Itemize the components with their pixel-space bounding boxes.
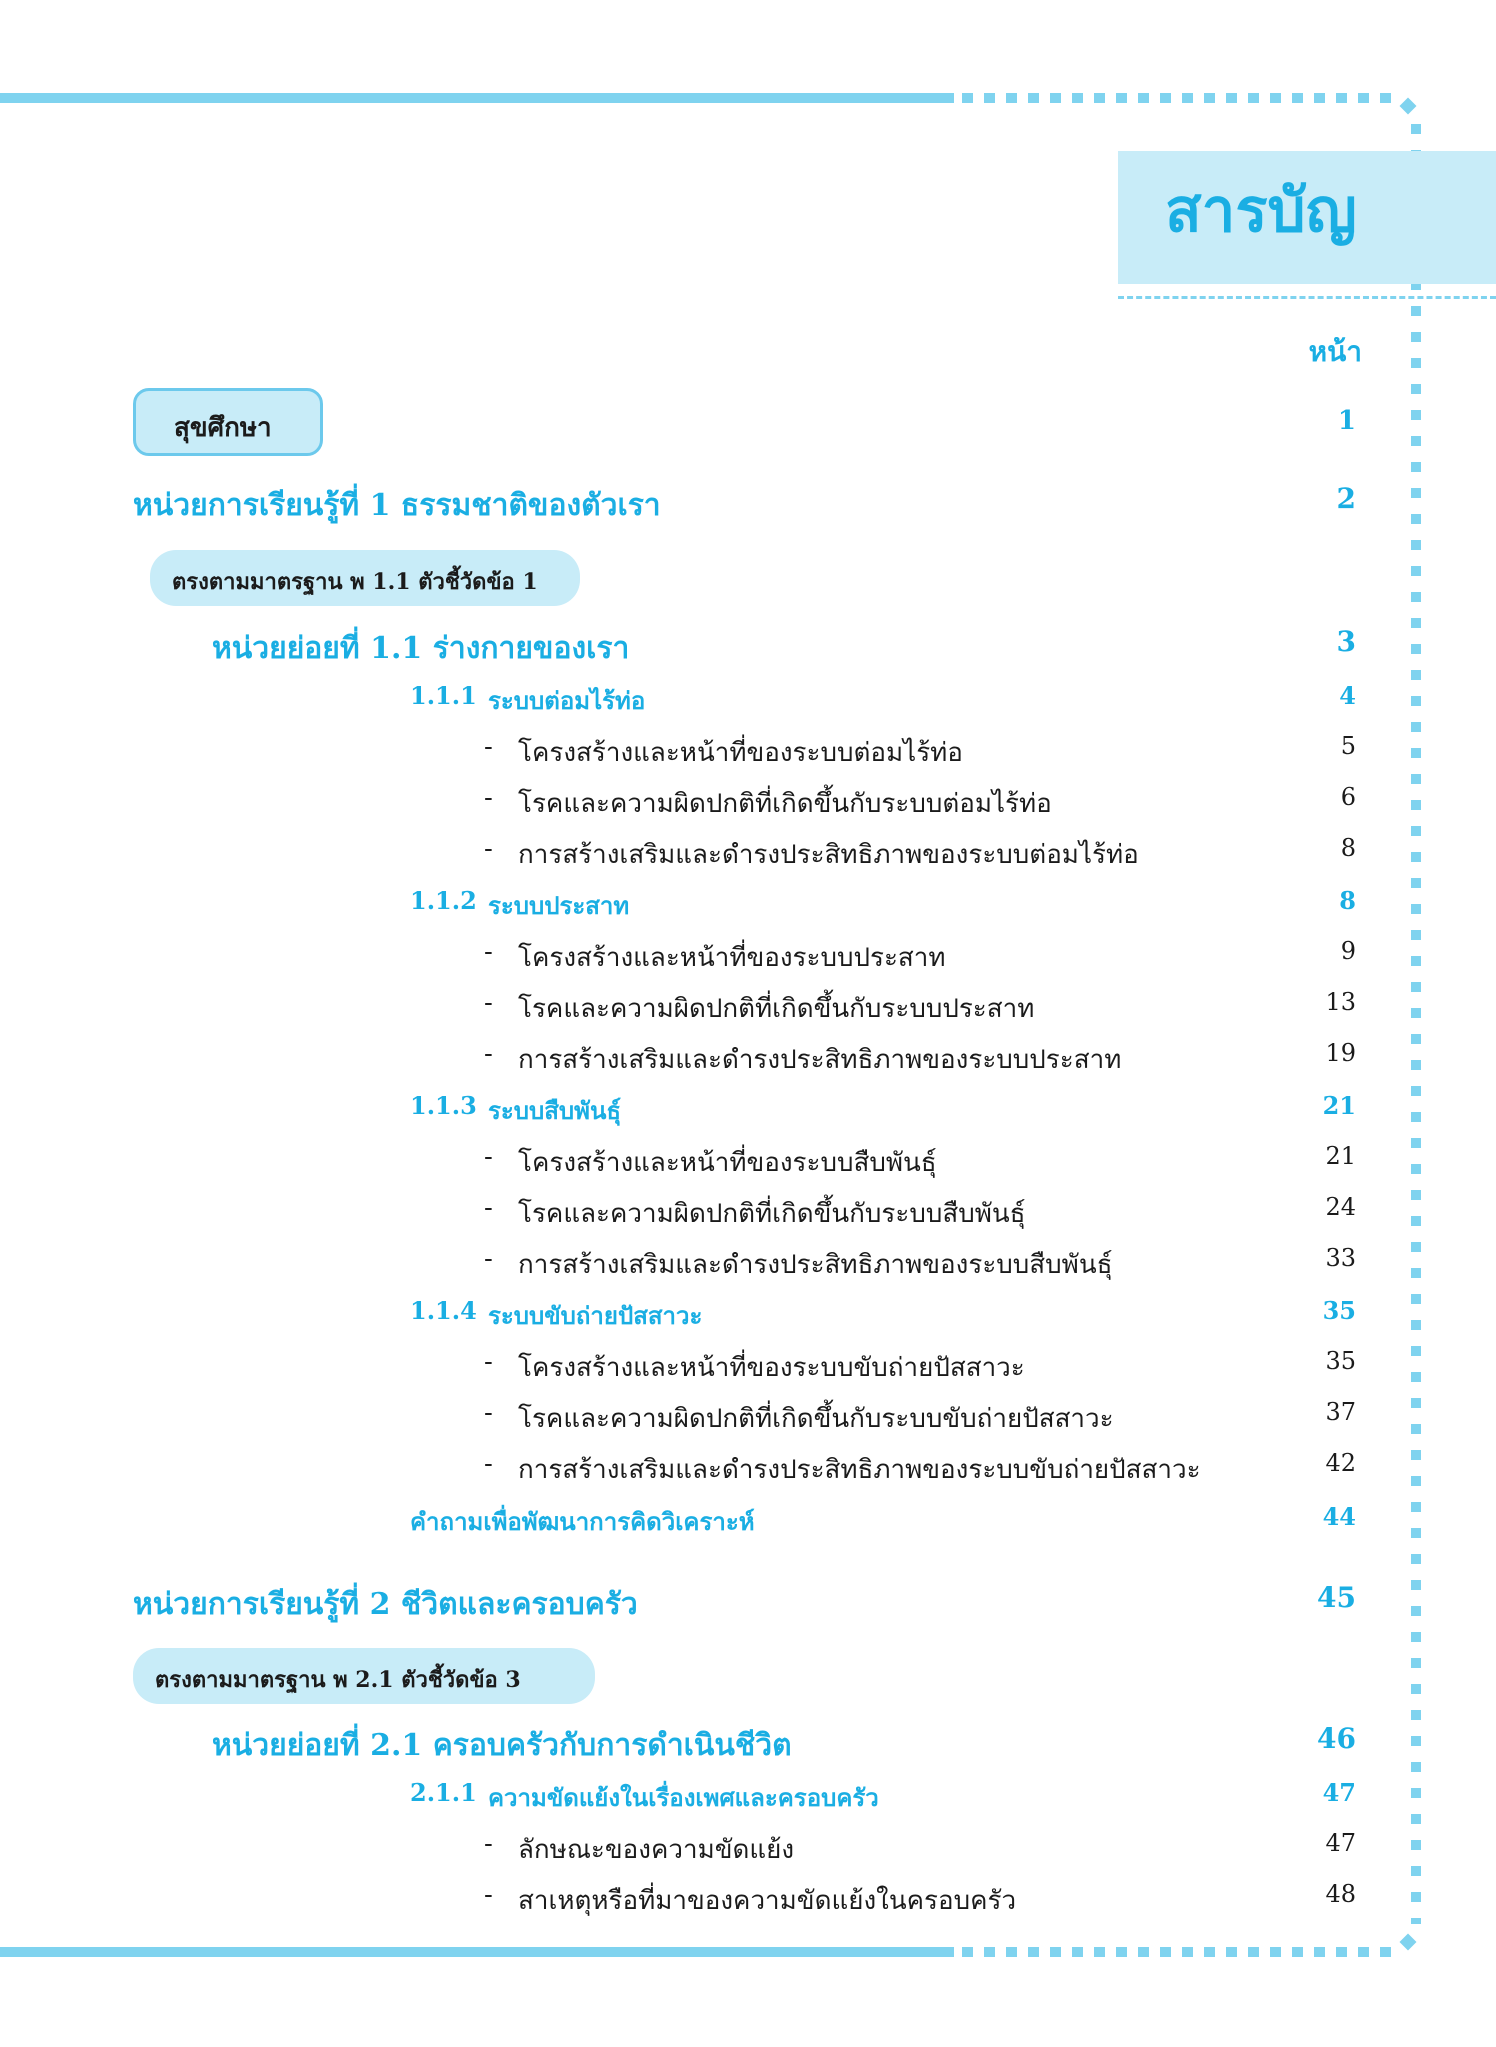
- item-title: โครงสร้างและหน้าที่ของระบบประสาท: [518, 943, 946, 973]
- bullet-dash: -: [484, 1829, 493, 1859]
- topic-code: 1.1.2: [410, 886, 477, 915]
- question-title: คำถามเพื่อพัฒนาการคิดวิเคราะห์: [410, 1507, 755, 1536]
- item-page-number: 42: [1325, 1449, 1356, 1477]
- item-page-number: 48: [1325, 1880, 1356, 1908]
- item-title: โรคและความผิดปกติที่เกิดขึ้นกับระบบประสาท: [518, 994, 1035, 1024]
- topic-page-number: 21: [1322, 1091, 1356, 1120]
- topic-code: 1.1.4: [410, 1296, 477, 1325]
- unit-title: หน่วยการเรียนรู้ที่ 1 ธรรมชาติของตัวเรา: [133, 488, 661, 523]
- topic-code: 1.1.3: [410, 1091, 477, 1120]
- title-divider: [1118, 296, 1496, 299]
- topic-title: ระบบประสาท: [488, 891, 630, 920]
- bullet-dash: -: [484, 783, 493, 813]
- toc-item-row[interactable]: [0, 1398, 1496, 1438]
- standard-label: ตรงตามมาตรฐาน พ 1.1 ตัวชี้วัดข้อ 1: [172, 569, 538, 595]
- item-title: โรคและความผิดปกติที่เกิดขึ้นกับระบบสืบพันธุ์: [518, 1199, 1026, 1229]
- topic-page-number: 4: [1339, 681, 1356, 710]
- toc-unit-row[interactable]: [0, 482, 1496, 522]
- section-pill[interactable]: [133, 388, 323, 456]
- page-title: สารบัญ: [1165, 176, 1357, 246]
- toc-item-row[interactable]: [0, 1449, 1496, 1489]
- question-page-number: 44: [1322, 1502, 1356, 1531]
- item-title: โรคและความผิดปกติที่เกิดขึ้นกับระบบต่อมไร้ท่อ: [518, 789, 1052, 819]
- item-title: โรคและความผิดปกติที่เกิดขึ้นกับระบบขับถ่ายปัสสาวะ: [518, 1404, 1114, 1434]
- item-title: การสร้างเสริมและดำรงประสิทธิภาพของระบบขับถ่ายปัสสาวะ: [518, 1455, 1201, 1485]
- top-border-dots: [962, 93, 1398, 103]
- item-title: การสร้างเสริมและดำรงประสิทธิภาพของระบบประสาท: [518, 1045, 1122, 1075]
- item-page-number: 21: [1325, 1142, 1356, 1170]
- unit-page-number: 45: [1317, 1581, 1356, 1614]
- toc-item-row[interactable]: [0, 783, 1496, 823]
- subunit-page-number: 46: [1317, 1722, 1356, 1755]
- subunit-title: หน่วยย่อยที่ 2.1 ครอบครัวกับการดำเนินชีวิต: [212, 1728, 792, 1763]
- toc-subunit-row[interactable]: [0, 1722, 1496, 1762]
- section-page-number: 1: [1337, 406, 1356, 436]
- standard-label: ตรงตามมาตรฐาน พ 2.1 ตัวชี้วัดข้อ 3: [155, 1667, 521, 1693]
- subunit-page-number: 3: [1336, 625, 1356, 658]
- item-page-number: 6: [1340, 783, 1356, 811]
- toc-topic-row[interactable]: [0, 886, 1496, 926]
- item-page-number: 33: [1325, 1244, 1356, 1272]
- toc-item-row[interactable]: [0, 1039, 1496, 1079]
- bullet-dash: -: [484, 1142, 493, 1172]
- subunit-title: หน่วยย่อยที่ 1.1 ร่างกายของเรา: [212, 631, 630, 666]
- bullet-dash: -: [484, 1193, 493, 1223]
- toc-unit-row[interactable]: [0, 1581, 1496, 1621]
- bullet-dash: -: [484, 834, 493, 864]
- standard-badge: [150, 550, 580, 606]
- section-label: สุขศึกษา: [174, 413, 272, 443]
- topic-code: 2.1.1: [410, 1778, 477, 1807]
- page-column-header: หน้า: [1308, 335, 1362, 368]
- bullet-dash: -: [484, 1039, 493, 1069]
- item-title: ลักษณะของความขัดแย้ง: [518, 1835, 795, 1865]
- topic-title: ระบบสืบพันธุ์: [488, 1096, 622, 1125]
- item-page-number: 35: [1325, 1347, 1356, 1375]
- toc-item-row[interactable]: [0, 937, 1496, 977]
- corner-diamond-icon: [1400, 1934, 1417, 1951]
- toc-subunit-row[interactable]: [0, 625, 1496, 665]
- topic-code: 1.1.1: [410, 681, 477, 710]
- topic-title: ความขัดแย้งในเรื่องเพศและครอบครัว: [488, 1783, 879, 1812]
- corner-diamond-icon: [1400, 98, 1417, 115]
- topic-title: ระบบขับถ่ายปัสสาวะ: [488, 1301, 703, 1330]
- bullet-dash: -: [484, 732, 493, 762]
- item-title: โครงสร้างและหน้าที่ของระบบขับถ่ายปัสสาวะ: [518, 1353, 1025, 1383]
- bullet-dash: -: [484, 1244, 493, 1274]
- top-border-bar: [0, 93, 954, 103]
- item-title: โครงสร้างและหน้าที่ของระบบต่อมไร้ท่อ: [518, 738, 963, 768]
- item-title: สาเหตุหรือที่มาของความขัดแย้งในครอบครัว: [518, 1886, 1017, 1916]
- topic-title: ระบบต่อมไร้ท่อ: [488, 686, 646, 715]
- toc-item-row[interactable]: [0, 1829, 1496, 1869]
- item-page-number: 13: [1325, 988, 1356, 1016]
- item-page-number: 8: [1340, 834, 1356, 862]
- standard-badge: [133, 1648, 595, 1704]
- toc-item-row[interactable]: [0, 1880, 1496, 1920]
- topic-page-number: 8: [1339, 886, 1356, 915]
- toc-item-row[interactable]: [0, 1244, 1496, 1284]
- unit-title: หน่วยการเรียนรู้ที่ 2 ชีวิตและครอบครัว: [133, 1587, 638, 1622]
- topic-page-number: 35: [1322, 1296, 1356, 1325]
- unit-page-number: 2: [1336, 482, 1356, 515]
- topic-page-number: 47: [1322, 1778, 1356, 1807]
- item-title: โครงสร้างและหน้าที่ของระบบสืบพันธุ์: [518, 1148, 937, 1178]
- bullet-dash: -: [484, 937, 493, 967]
- item-page-number: 5: [1340, 732, 1356, 760]
- item-title: การสร้างเสริมและดำรงประสิทธิภาพของระบบต่อมไร้ท่อ: [518, 840, 1139, 870]
- item-page-number: 19: [1325, 1039, 1356, 1067]
- item-page-number: 24: [1325, 1193, 1356, 1221]
- item-page-number: 9: [1340, 937, 1356, 965]
- toc-item-row[interactable]: [0, 988, 1496, 1028]
- item-page-number: 47: [1325, 1829, 1356, 1857]
- toc-topic-row[interactable]: [0, 1296, 1496, 1336]
- toc-question-row[interactable]: [0, 1502, 1496, 1542]
- toc-item-row[interactable]: [0, 732, 1496, 772]
- toc-item-row[interactable]: [0, 1193, 1496, 1233]
- toc-topic-row[interactable]: [0, 681, 1496, 721]
- bullet-dash: -: [484, 1398, 493, 1428]
- bullet-dash: -: [484, 1449, 493, 1479]
- toc-topic-row[interactable]: [0, 1091, 1496, 1131]
- toc-item-row[interactable]: [0, 1347, 1496, 1387]
- bullet-dash: -: [484, 1880, 493, 1910]
- toc-item-row[interactable]: [0, 834, 1496, 874]
- item-page-number: 37: [1325, 1398, 1356, 1426]
- toc-topic-row[interactable]: [0, 1778, 1496, 1818]
- bottom-border-dots: [962, 1947, 1398, 1957]
- toc-item-row[interactable]: [0, 1142, 1496, 1182]
- bullet-dash: -: [484, 1347, 493, 1377]
- item-title: การสร้างเสริมและดำรงประสิทธิภาพของระบบสืบพันธุ์: [518, 1250, 1113, 1280]
- bottom-border-bar: [0, 1947, 954, 1957]
- bullet-dash: -: [484, 988, 493, 1018]
